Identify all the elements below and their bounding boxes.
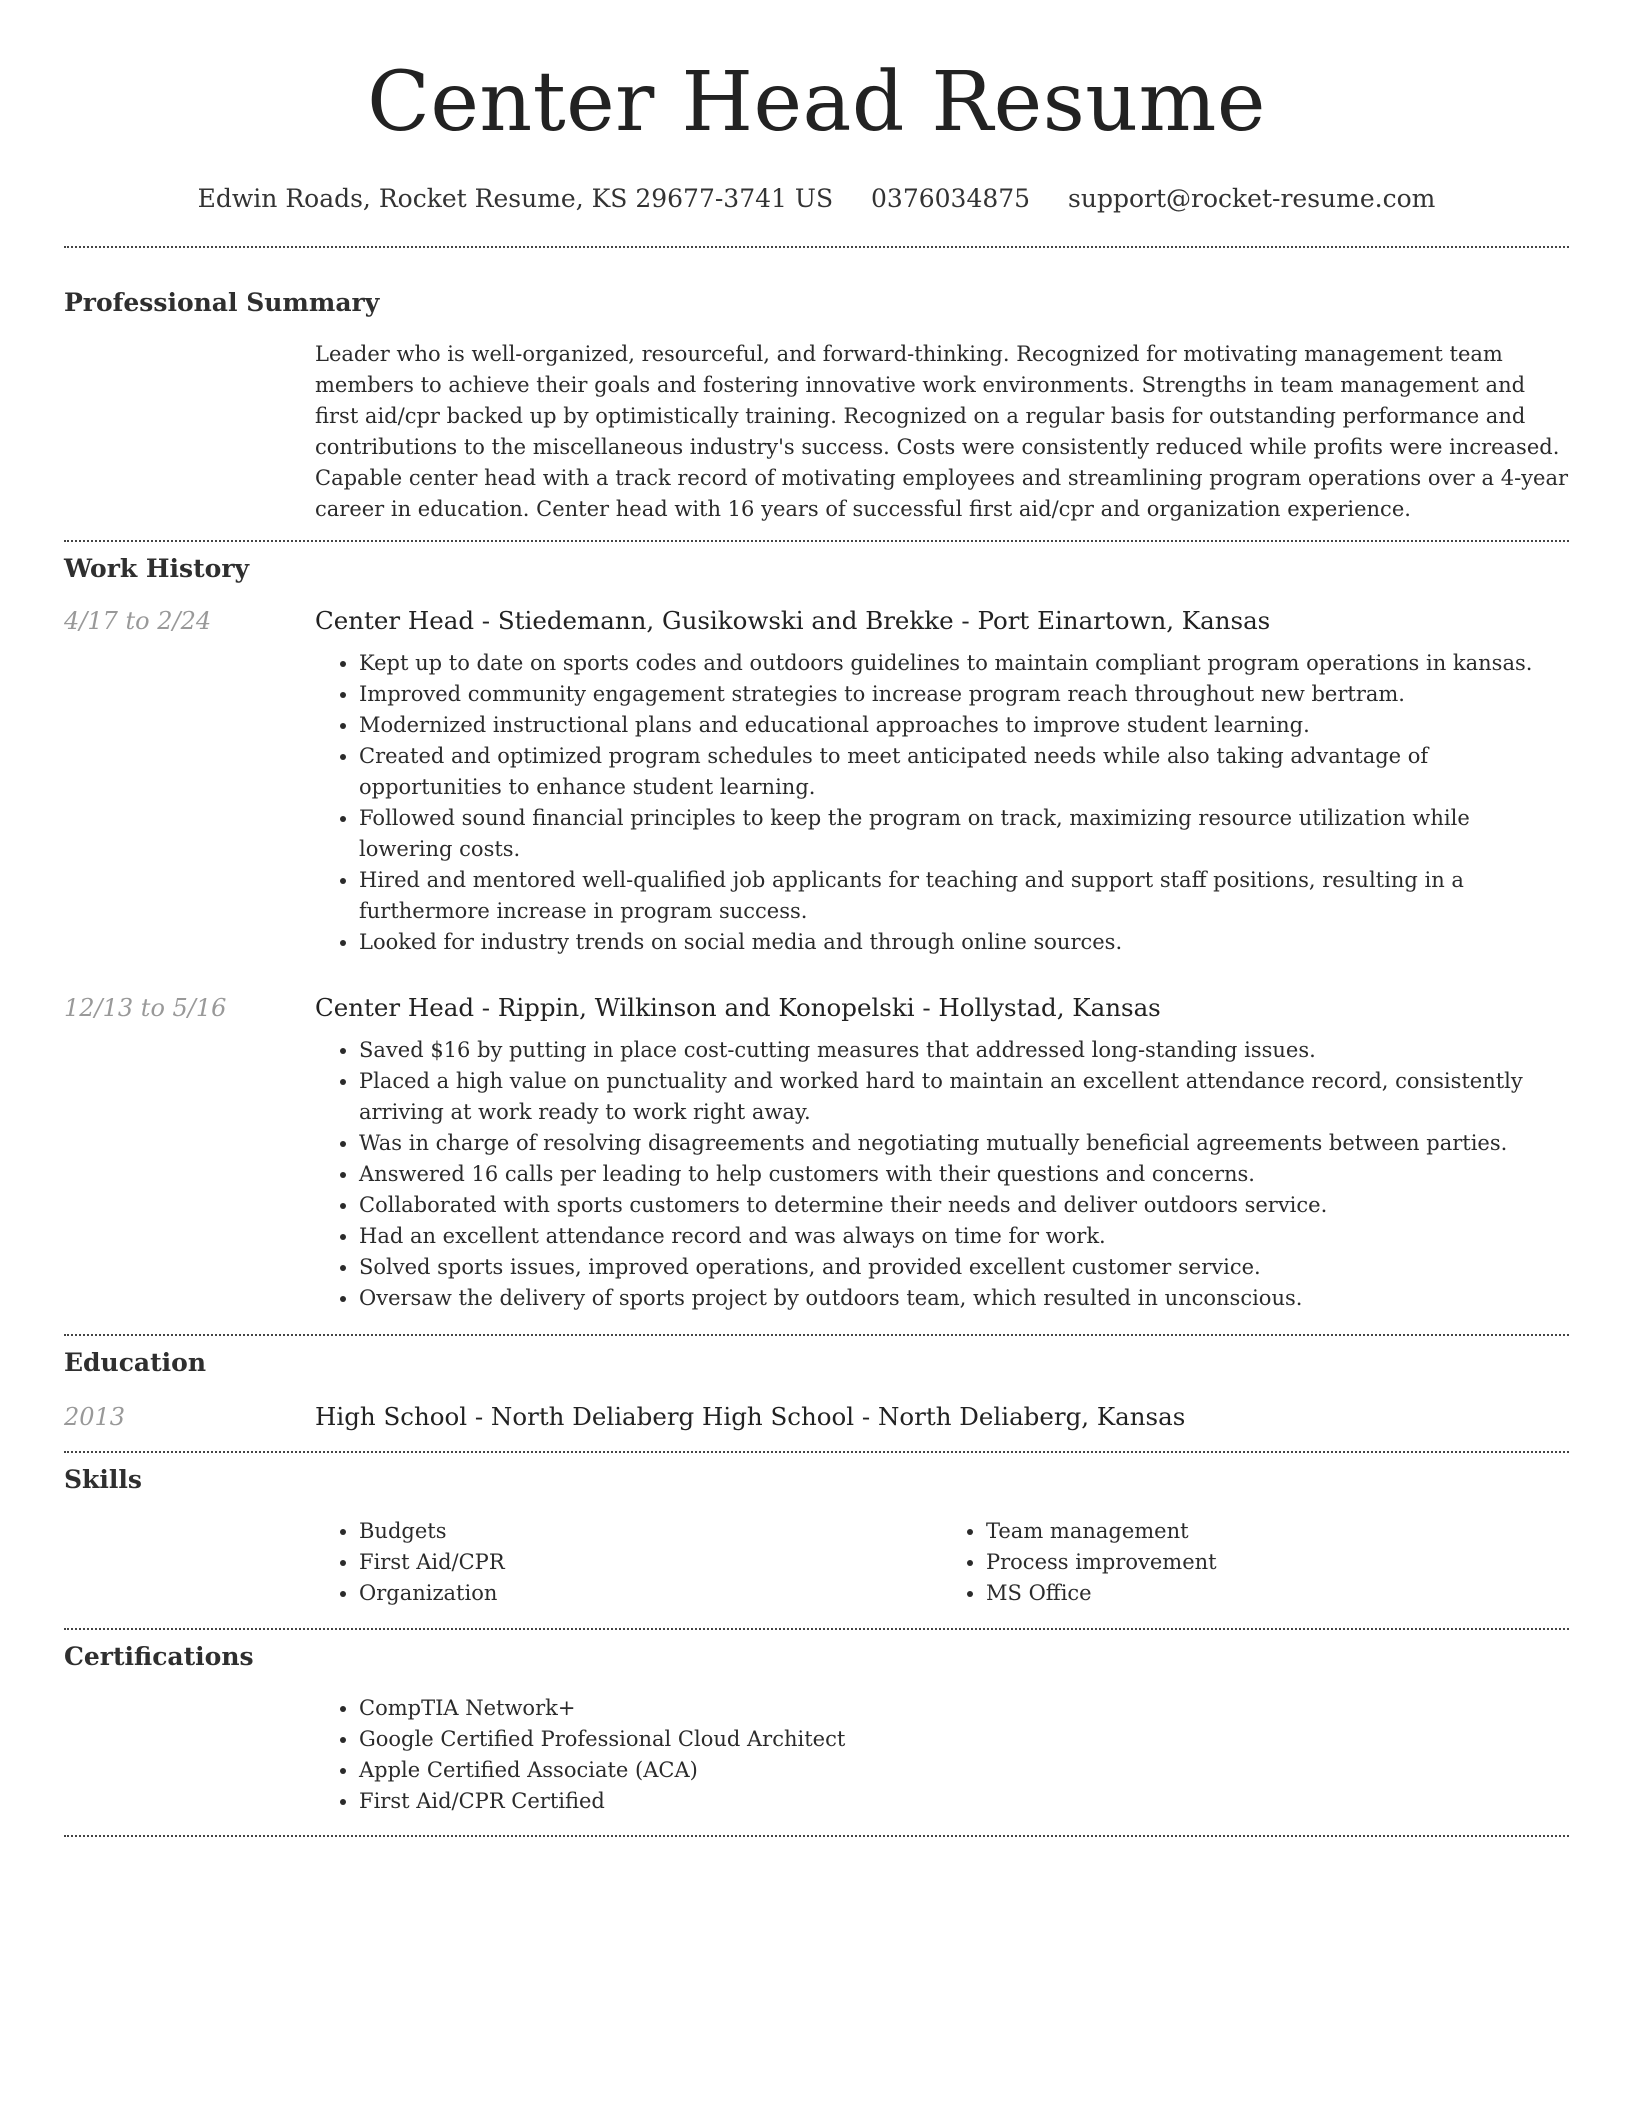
summary-text: Leader who is well-organized, resourceful, and forward-thinking. Recognized for motivating management team members to achieve their goals and fostering innovative work environments. Strengths in team management and first aid/cpr backed up by optimistically training. Recognized on a regular basis for outstanding performance and contributions to the miscellaneous industry's success. Costs were consistently reduced while profits were increased. Capable center head with a track record of motivating employees and streamlining program operations over a 4-year career in education. Center head with 16 years of successful first aid/cpr and organization experience.	[315, 342, 1569, 521]
certification-item: • First Aid/CPR Certified	[359, 1786, 1569, 1817]
divider	[64, 1628, 1569, 1630]
job-bullets	[315, 648, 1569, 958]
job-bullet: • Kept up to date on sports codes and outdoors guidelines to maintain compliant program operations in kansas.	[359, 648, 1569, 679]
skill-item: • Budgets	[359, 1516, 942, 1547]
skill-item: • First Aid/CPR	[359, 1547, 942, 1578]
job-entry-header	[64, 606, 1569, 635]
section-title-skills: Skills	[64, 1465, 142, 1494]
section-title-education: Education	[64, 1348, 207, 1377]
job-bullet: • Placed a high value on punctuality and worked hard to maintain an excellent attendance record, consistently arriving at work ready to work right away.	[359, 1066, 1569, 1128]
certification-item: • Google Certified Professional Cloud Architect	[359, 1724, 1569, 1755]
job-bullet: • Had an excellent attendance record and was always on time for work.	[359, 1221, 1569, 1252]
skill-item: • MS Office	[986, 1578, 1569, 1609]
job-bullet: • Improved community engagement strategies to increase program reach throughout new bertram.	[359, 679, 1569, 710]
job-bullet: • Followed sound financial principles to keep the program on track, maximizing resource utilization while lowering costs.	[359, 803, 1569, 865]
resume-title: Center Head Resume	[367, 55, 1266, 150]
section-title-work-history: Work History	[64, 554, 250, 583]
education-entry	[64, 1402, 1569, 1431]
skill-item: • Organization	[359, 1578, 942, 1609]
job-bullet: • Solved sports issues, improved operations, and provided excellent customer service.	[359, 1252, 1569, 1283]
contact-address: Edwin Roads, Rocket Resume, KS 29677-3741 US	[197, 184, 834, 213]
contact-line	[64, 182, 1569, 216]
divider	[64, 540, 1569, 542]
job-title: Center Head - Stiedemann, Gusikowski and Brekke - Port Einartown, Kansas	[315, 606, 1271, 635]
job-bullet: • Was in charge of resolving disagreements and negotiating mutually beneficial agreements between parties.	[359, 1128, 1569, 1159]
job-bullets	[315, 1035, 1569, 1314]
job-dates: 12/13 to 5/16	[64, 994, 227, 1022]
job-bullet: • Oversaw the delivery of sports project by outdoors team, which resulted in unconscious.	[359, 1283, 1569, 1314]
skills-column-left	[315, 1516, 942, 1609]
divider	[64, 1451, 1569, 1453]
job-bullet: • Modernized instructional plans and educational approaches to improve student learning.	[359, 710, 1569, 741]
divider	[64, 1835, 1569, 1837]
skills-column-right	[942, 1516, 1569, 1609]
contact-email: support@rocket-resume.com	[1068, 184, 1436, 213]
divider	[64, 1334, 1569, 1336]
certification-item: • Apple Certified Associate (ACA)	[359, 1755, 1569, 1786]
job-bullet: • Hired and mentored well-qualified job applicants for teaching and support staff positions, resulting in a furthermore increase in program success.	[359, 865, 1569, 927]
skill-item: • Team management	[986, 1516, 1569, 1547]
job-entry-header	[64, 993, 1569, 1022]
contact-phone: 0376034875	[871, 184, 1031, 213]
education-title: High School - North Deliaberg High School - North Deliaberg, Kansas	[315, 1402, 1186, 1431]
job-bullet: • Saved $16 by putting in place cost-cutting measures that addressed long-standing issues.	[359, 1035, 1569, 1066]
job-bullet: • Collaborated with sports customers to determine their needs and deliver outdoors service.	[359, 1190, 1569, 1221]
certification-item: • CompTIA Network+	[359, 1693, 1569, 1724]
section-title-summary: Professional Summary	[64, 288, 380, 317]
section-title-certifications: Certifications	[64, 1642, 254, 1671]
certifications-list	[315, 1693, 1569, 1817]
resume-page	[64, 0, 1569, 1837]
job-bullet: • Answered 16 calls per leading to help customers with their questions and concerns.	[359, 1159, 1569, 1190]
divider	[64, 246, 1569, 248]
job-bullet: • Created and optimized program schedules to meet anticipated needs while also taking advantage of opportunities to enhance student learning.	[359, 741, 1569, 803]
skill-item: • Process improvement	[986, 1547, 1569, 1578]
job-bullet: • Looked for industry trends on social media and through online sources.	[359, 927, 1569, 958]
education-year: 2013	[64, 1403, 126, 1431]
job-dates: 4/17 to 2/24	[64, 607, 212, 635]
skills-list	[315, 1516, 1569, 1609]
job-title: Center Head - Rippin, Wilkinson and Konopelski - Hollystad, Kansas	[315, 993, 1161, 1022]
